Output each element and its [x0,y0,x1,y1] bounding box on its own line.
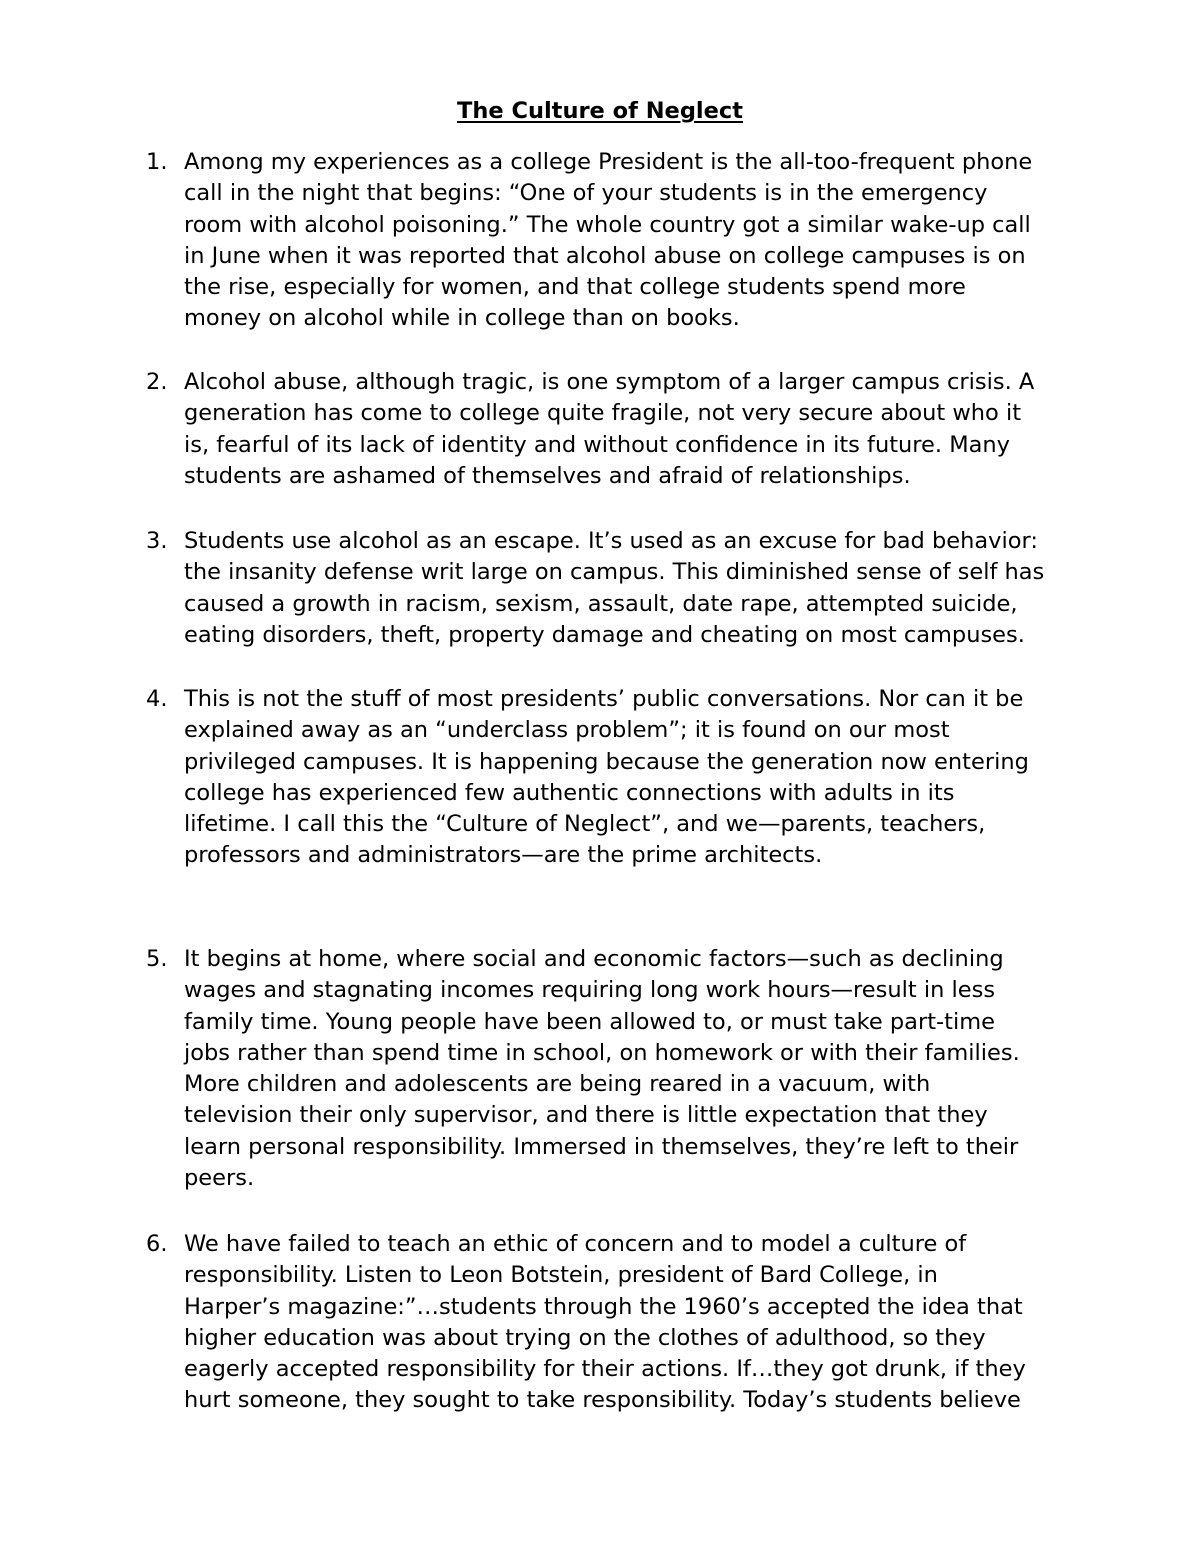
item-line: Alcohol abuse, although tragic, is one symptom of a larger campus crisis. A [184,369,1035,395]
item-line: lifetime. I call this the “Culture of Neglect”, and we—parents, teachers, [184,811,986,838]
item-line: caused a growth in racism, sexism, assault, date rape, attempted suicide, [184,590,1018,617]
item-line: television their only supervisor, and there is little expectation that they [184,1102,988,1129]
item-number: 1. [146,149,168,175]
list-item-3 [146,526,1106,651]
item-line: the rise, especially for women, and that college students spend more [184,274,966,301]
item-line: peers. [184,1165,255,1192]
item-number: 5. [146,946,168,972]
item-line: professors and administrators—are the prime architects. [184,842,823,869]
list-item-1 [146,147,1106,335]
item-line: college has experienced few authentic connections with adults in its [184,779,955,806]
item-line: higher education was about trying on the clothes of adulthood, so they [184,1324,986,1351]
item-line: jobs rather than spend time in school, on homework or with their families. [184,1039,1020,1066]
item-line: students are ashamed of themselves and afraid of relationships. [184,462,911,489]
item-line: This is not the stuff of most presidents’ public conversations. Nor can it be [184,686,1024,712]
item-line: Harper’s magazine:”…students through the 1960’s accepted the idea that [184,1293,1023,1320]
item-line: wages and stagnating incomes requiring long work hours—result in less [184,977,996,1004]
item-line: is, fearful of its lack of identity and without confidence in its future. Many [184,431,1010,458]
list-item-6 [146,1229,1106,1417]
item-line: It begins at home, where social and economic factors—such as declining [184,946,1004,972]
list-item-2 [146,367,1106,492]
list-item-4 [146,684,1106,872]
item-line: Among my experiences as a college President is the all-too-frequent phone [184,149,1033,175]
item-line: eating disorders, theft, property damage and cheating on most campuses. [184,621,1025,648]
document-title: The Culture of Neglect [456,98,743,124]
item-line: in June when it was reported that alcohol abuse on college campuses is on [184,242,1026,269]
item-line: money on alcohol while in college than on books. [184,305,740,332]
item-line: hurt someone, they sought to take responsibility. Today’s students believe [184,1387,1021,1414]
list-item-5 [146,944,1106,1194]
item-number: 4. [146,686,168,712]
item-line: We have failed to teach an ethic of concern and to model a culture of [184,1231,967,1257]
item-line: responsibility. Listen to Leon Botstein, president of Bard College, in [184,1262,938,1289]
item-line: eagerly accepted responsibility for their actions. If…they got drunk, if they [184,1356,1026,1383]
item-number: 2. [146,369,168,395]
item-line: call in the night that begins: “One of your students is in the emergency [184,180,988,207]
item-line: More children and adolescents are being reared in a vacuum, with [184,1071,931,1098]
item-line: generation has come to college quite fragile, not very secure about who it [184,400,1022,427]
item-line: Students use alcohol as an escape. It’s used as an excuse for bad behavior: [184,528,1038,554]
item-line: explained away as an “underclass problem”; it is found on our most [184,717,950,744]
item-line: family time. Young people have been allowed to, or must take part-time [184,1008,995,1035]
item-line: privileged campuses. It is happening because the generation now entering [184,748,1029,775]
item-number: 6. [146,1231,168,1257]
item-line: learn personal responsibility. Immersed in themselves, they’re left to their [184,1133,1019,1160]
item-line: the insanity defense writ large on campus. This diminished sense of self has [184,559,1045,586]
item-line: room with alcohol poisoning.” The whole country got a similar wake-up call [184,211,1031,238]
item-number: 3. [146,528,168,554]
